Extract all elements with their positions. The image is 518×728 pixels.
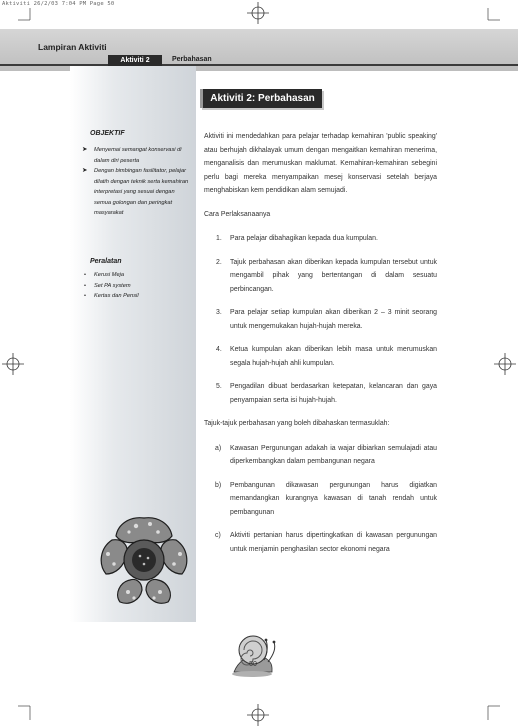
- main-content: [204, 130, 437, 566]
- activity-tab: Aktiviti 2: [108, 55, 162, 66]
- list-item: ➤ Dengan bimbingan fasilitator, pelajar dilatih dengan teknik serta kemahiran interpretasi yang sesuai dengan semua golongan dan peringkat masyarakat: [82, 167, 189, 216]
- tajuk-title: Tajuk-tajuk perbahasan yang boleh dibahaskan termasuklah:: [204, 420, 390, 427]
- list-item: • Set PA system: [84, 282, 131, 289]
- list-item: 2. Tajuk perbahasan akan diberikan kepada kumpulan tersebut untuk mengambil pihak yang bertentangan di dalam sesuatu perbincangan.: [216, 258, 437, 293]
- intro-paragraph: Aktiviti ini mendedahkan para pelajar terhadap kemahiran 'public speaking' atau berhujah dikhalayak umum dengan mengaitkan kemahiran menerima, menganalisis dan merumuskan maklumat. Kemahiran-kemahiran sebegini perlu bagi mereka menyampaikan mesej konservasi setelah berjaya menghabiskan kem pendidikan alam semujadi.: [204, 133, 437, 194]
- peralatan-title: Peralatan: [90, 258, 122, 265]
- list-item: 1. Para pelajar dibahagikan kepada dua kumpulan.: [216, 235, 378, 242]
- list-item: • Kertas dan Pensil: [84, 293, 139, 299]
- cara-title: Cara Perlaksanaanya: [204, 210, 271, 218]
- list-item: 3. Para pelajar setiap kumpulan akan diberikan 2 – 3 minit seorang untuk mengemukakan hujah-hujah mereka.: [216, 309, 437, 330]
- list-item: 5. Pengadilan dibuat berdasarkan ketepatan, kelancaran dan gaya penyampaian serta isi hujah-hujah.: [216, 383, 437, 404]
- rafflesia-flower-icon: [96, 510, 192, 613]
- snail-page-icon: [228, 632, 278, 685]
- arrow-bullet-icon: ➤: [82, 146, 88, 153]
- list-item: • Kerusi Meja: [84, 272, 125, 278]
- list-item: b) Pembangunan dikawasan pergunungan harus digiatkan memandangkan kurangnya kawasan di tanah rendah untuk pembangunan: [215, 481, 437, 516]
- page-number: 50: [249, 661, 257, 668]
- arrow-bullet-icon: ➤: [82, 167, 88, 174]
- print-header: Aktiviti 26/2/03 7:04 PM Page 50: [2, 1, 115, 7]
- section-label: Lampiran Aktiviti: [38, 42, 107, 52]
- peralatan-list: [82, 270, 192, 302]
- steps-list: [204, 232, 437, 407]
- list-item: a) Kawasan Pergunungan adakah ia wajar dibiarkan semulajadi atau diperkembangkan dalam pembangunan negara: [215, 444, 437, 465]
- objektif-title: OBJEKTIF: [90, 130, 125, 137]
- activity-tab-title: Perbahasan: [172, 56, 212, 63]
- topics-list: [204, 442, 437, 557]
- list-item: 4. Ketua kumpulan akan diberikan lebih masa untuk merumuskan segala hujah-hujah ahli kumpulan.: [216, 346, 437, 367]
- list-item: c) Aktiviti pertanian harus dipertingkatkan di kawasan pergunungan untuk menjamin penghasilan sector ekonomi negara: [215, 532, 437, 553]
- page-title: Aktiviti 2: Perbahasan: [200, 89, 322, 108]
- objektif-list: [82, 145, 192, 219]
- list-item: ➤ Menyemai semangat konservasi di dalam diri peserta: [82, 146, 182, 164]
